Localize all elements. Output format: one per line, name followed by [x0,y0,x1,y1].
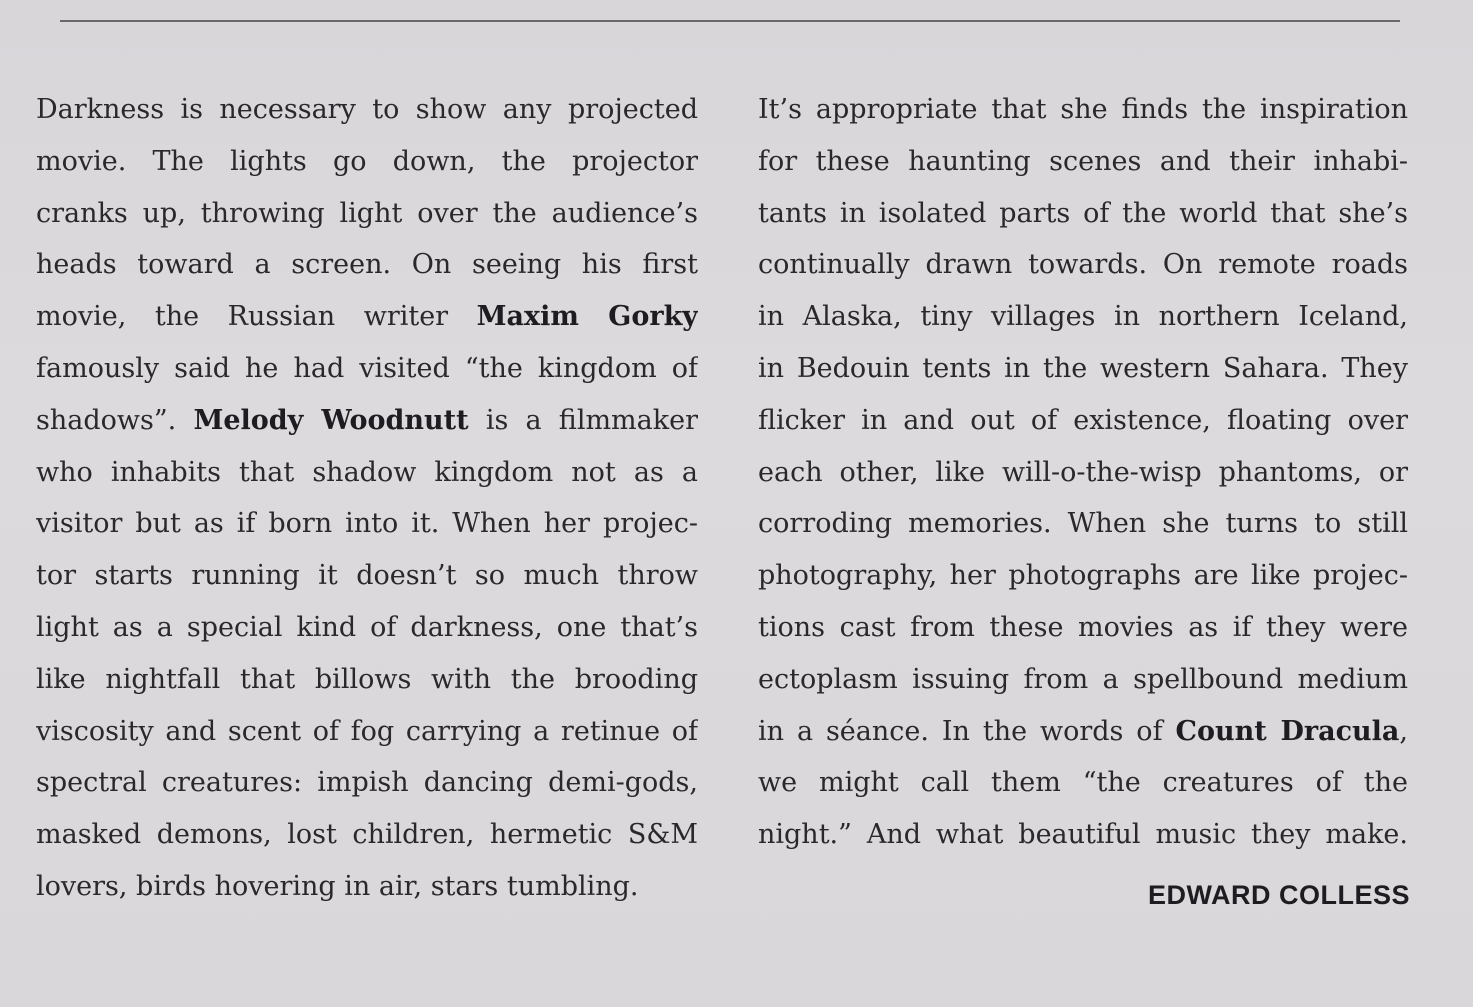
text-line: in Bedouin tents in the western Sahara. They [758,352,1408,384]
text-line: movie. The lights go down, the projector [36,145,698,177]
text-line: movie, the Russian writer Maxim Gorky [36,301,698,333]
text-line: we might call them “the creatures of the [758,767,1408,799]
text-line: night.” And what beautiful music they make. [758,819,1408,851]
text-line: photography, her photographs are like projec- [758,560,1408,592]
bold-name: Melody Woodnutt [193,404,469,436]
text-line: each other, like will-o-the-wisp phantoms, or [758,456,1408,488]
text-line: lovers, birds hovering in air, stars tumbling. [36,870,639,902]
text-line: tants in isolated parts of the world that she’s [758,197,1408,229]
text-line: for these haunting scenes and their inhabi- [758,145,1408,177]
text-line: who inhabits that shadow kingdom not as a [36,456,698,488]
text-line: flicker in and out of existence, floating over [758,404,1408,436]
text-line: heads toward a screen. On seeing his first [36,249,698,281]
text-line: visitor but as if born into it. When her projec- [36,508,698,540]
text-line: cranks up, throwing light over the audience’s [36,197,698,229]
top-rule [60,20,1400,22]
right-column [758,84,1408,861]
text-line: masked demons, lost children, hermetic S&M [36,819,698,851]
text-line: tions cast from these movies as if they were [758,611,1408,643]
text-line: in Alaska, tiny villages in northern Iceland, [758,301,1408,333]
text-line: ectoplasm issuing from a spellbound medium [758,663,1408,695]
author-byline: EDWARD COLLESS [1147,880,1410,910]
bold-name: Count Dracula [1175,715,1400,747]
text-line: Darkness is necessary to show any projected [36,94,698,125]
text-line: like nightfall that billows with the brooding [36,663,698,695]
bold-name: Maxim Gorky [476,301,698,333]
text-line: shadows”. Melody Woodnutt is a filmmaker [36,404,698,436]
text-line: viscosity and scent of fog carrying a retinue of [36,715,698,747]
text-line: It’s appropriate that she finds the inspiration [758,94,1408,125]
text-line: famously said he had visited “the kingdom of [36,352,698,384]
left-column [36,84,698,913]
text-line: continually drawn towards. On remote roads [758,249,1408,281]
text-line: in a séance. In the words of Count Dracula, [758,715,1408,747]
text-line: tor starts running it doesn’t so much throw [36,560,698,592]
text-line: corroding memories. When she turns to still [758,508,1408,540]
text-line: light as a special kind of darkness, one that’s [36,611,698,643]
text-line: spectral creatures: impish dancing demi-gods, [36,767,698,799]
